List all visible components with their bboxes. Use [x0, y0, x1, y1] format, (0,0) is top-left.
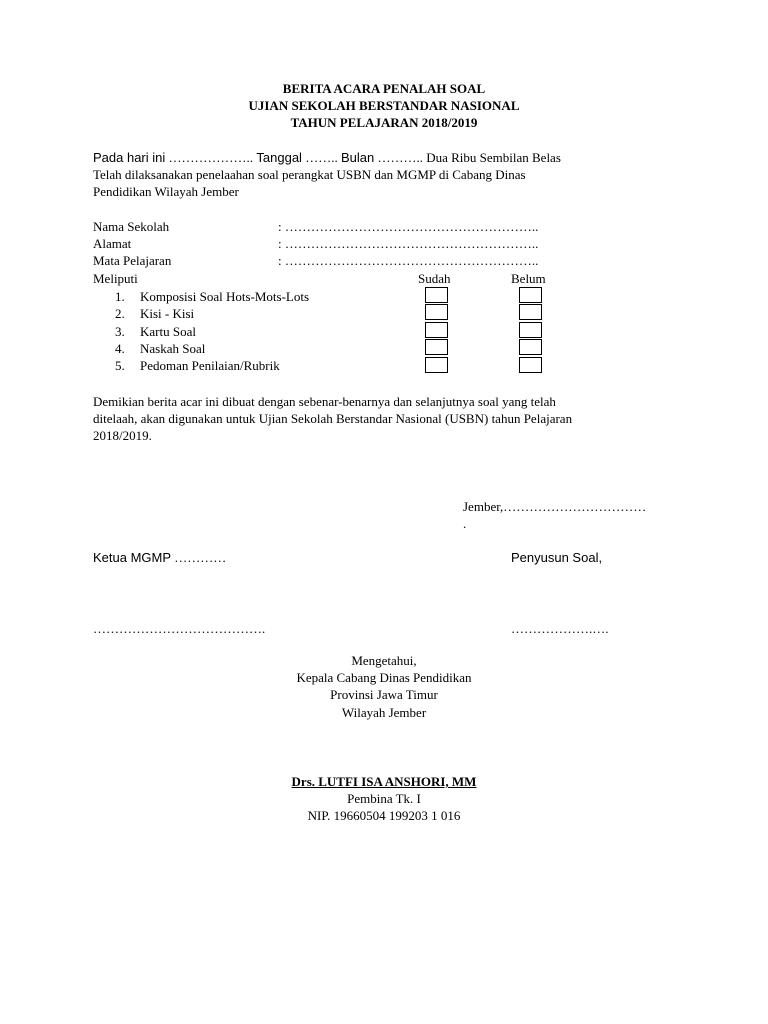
ketua-mgmp-label: Ketua MGMP: [93, 550, 172, 565]
pada-hari-ini-label: Pada hari ini: [93, 150, 166, 165]
checkbox-belum[interactable]: [519, 322, 542, 338]
checklist-item-text: Naskah Soal: [140, 341, 206, 356]
title-line-3: TAHUN PELAJARAN 2018/2019: [290, 115, 478, 130]
approver-rank: Pembina Tk. I: [347, 791, 421, 806]
checkbox-belum[interactable]: [519, 357, 542, 373]
title-line-2: UJIAN SEKOLAH BERSTANDAR NASIONAL: [248, 98, 520, 113]
intro-line-3: Pendidikan Wilayah Jember: [93, 184, 239, 199]
checklist-item-number: 3.: [115, 324, 125, 339]
checklist-label: Meliputi: [93, 271, 138, 286]
penyusun-signature-line: ……………….….: [511, 621, 609, 636]
checkbox-sudah[interactable]: [425, 357, 448, 373]
closing-line-1: Demikian berita acar ini dibuat dengan sebenar-benarnya dan selanjutnya soal yang telah: [93, 394, 556, 409]
checkbox-belum[interactable]: [519, 287, 542, 303]
day-dots: ………………..: [165, 150, 254, 165]
field-value-alamat: : …………………………………………………..: [278, 236, 539, 251]
mengetahui-label: Mengetahui,: [351, 653, 417, 668]
ketua-mgmp-line: [93, 549, 226, 566]
date-dots: ……..: [301, 150, 341, 165]
checklist-item-text: Pedoman Penilaian/Rubrik: [140, 358, 280, 373]
approver-name: [234, 773, 534, 790]
intro-line-2: Telah dilaksanakan penelaahan soal perangkat USBN dan MGMP di Cabang Dinas: [93, 167, 526, 182]
ketua-signature-line: ………………………………….: [93, 621, 266, 636]
approver-role-1: Kepala Cabang Dinas Pendidikan: [296, 670, 472, 685]
approver-role-3: Wilayah Jember: [341, 705, 427, 720]
closing-line-3: 2018/2019.: [93, 428, 152, 443]
field-label-alamat: Alamat: [93, 236, 132, 251]
tanggal-label: Tanggal: [253, 150, 302, 165]
closing-line-2: ditelaah, akan digunakan untuk Ujian Sekolah Berstandar Nasional (USBN) tahun Pelajaran: [93, 411, 573, 426]
checkbox-belum[interactable]: [519, 339, 542, 355]
place-date-continuation: .: [463, 516, 467, 531]
checklist-item-number: 5.: [115, 358, 125, 373]
column-belum: Belum: [511, 271, 546, 286]
checklist-item-number: 2.: [115, 306, 125, 321]
checklist-item-number: 1.: [115, 289, 125, 304]
field-value-nama-sekolah: : …………………………………………………..: [278, 219, 539, 234]
field-value-mata-pelajaran: : …………………………………………………..: [278, 253, 539, 268]
checkbox-sudah[interactable]: [425, 287, 448, 303]
intro-line-1: [93, 149, 561, 166]
checklist-item-text: Kartu Soal: [140, 324, 196, 339]
checklist-item-text: Kisi - Kisi: [140, 306, 195, 321]
bulan-label: Bulan: [340, 150, 375, 165]
approver-name-text: Drs. LUTFI ISA ANSHORI, MM: [291, 774, 477, 789]
checkbox-sudah[interactable]: [425, 322, 448, 338]
month-dots-year: ……….. Dua Ribu Sembilan Belas: [374, 150, 561, 165]
column-sudah: Sudah: [418, 271, 451, 286]
checklist-item-text: Komposisi Soal Hots-Mots-Lots: [140, 289, 310, 304]
penyusun-soal-label: Penyusun Soal,: [511, 550, 603, 565]
approver-role-2: Provinsi Jawa Timur: [330, 687, 438, 702]
field-label-mata-pelajaran: Mata Pelajaran: [93, 253, 172, 268]
title-line-1: BERITA ACARA PENALAH SOAL: [282, 81, 486, 96]
ketua-mgmp-dots: …………: [171, 550, 227, 565]
approver-nip: NIP. 19660504 199203 1 016: [307, 808, 461, 823]
place-date: Jember,……………………………: [463, 499, 647, 514]
checklist-item-number: 4.: [115, 341, 125, 356]
checkbox-sudah[interactable]: [425, 304, 448, 320]
checkbox-sudah[interactable]: [425, 339, 448, 355]
checkbox-belum[interactable]: [519, 304, 542, 320]
field-label-nama-sekolah: Nama Sekolah: [93, 219, 170, 234]
